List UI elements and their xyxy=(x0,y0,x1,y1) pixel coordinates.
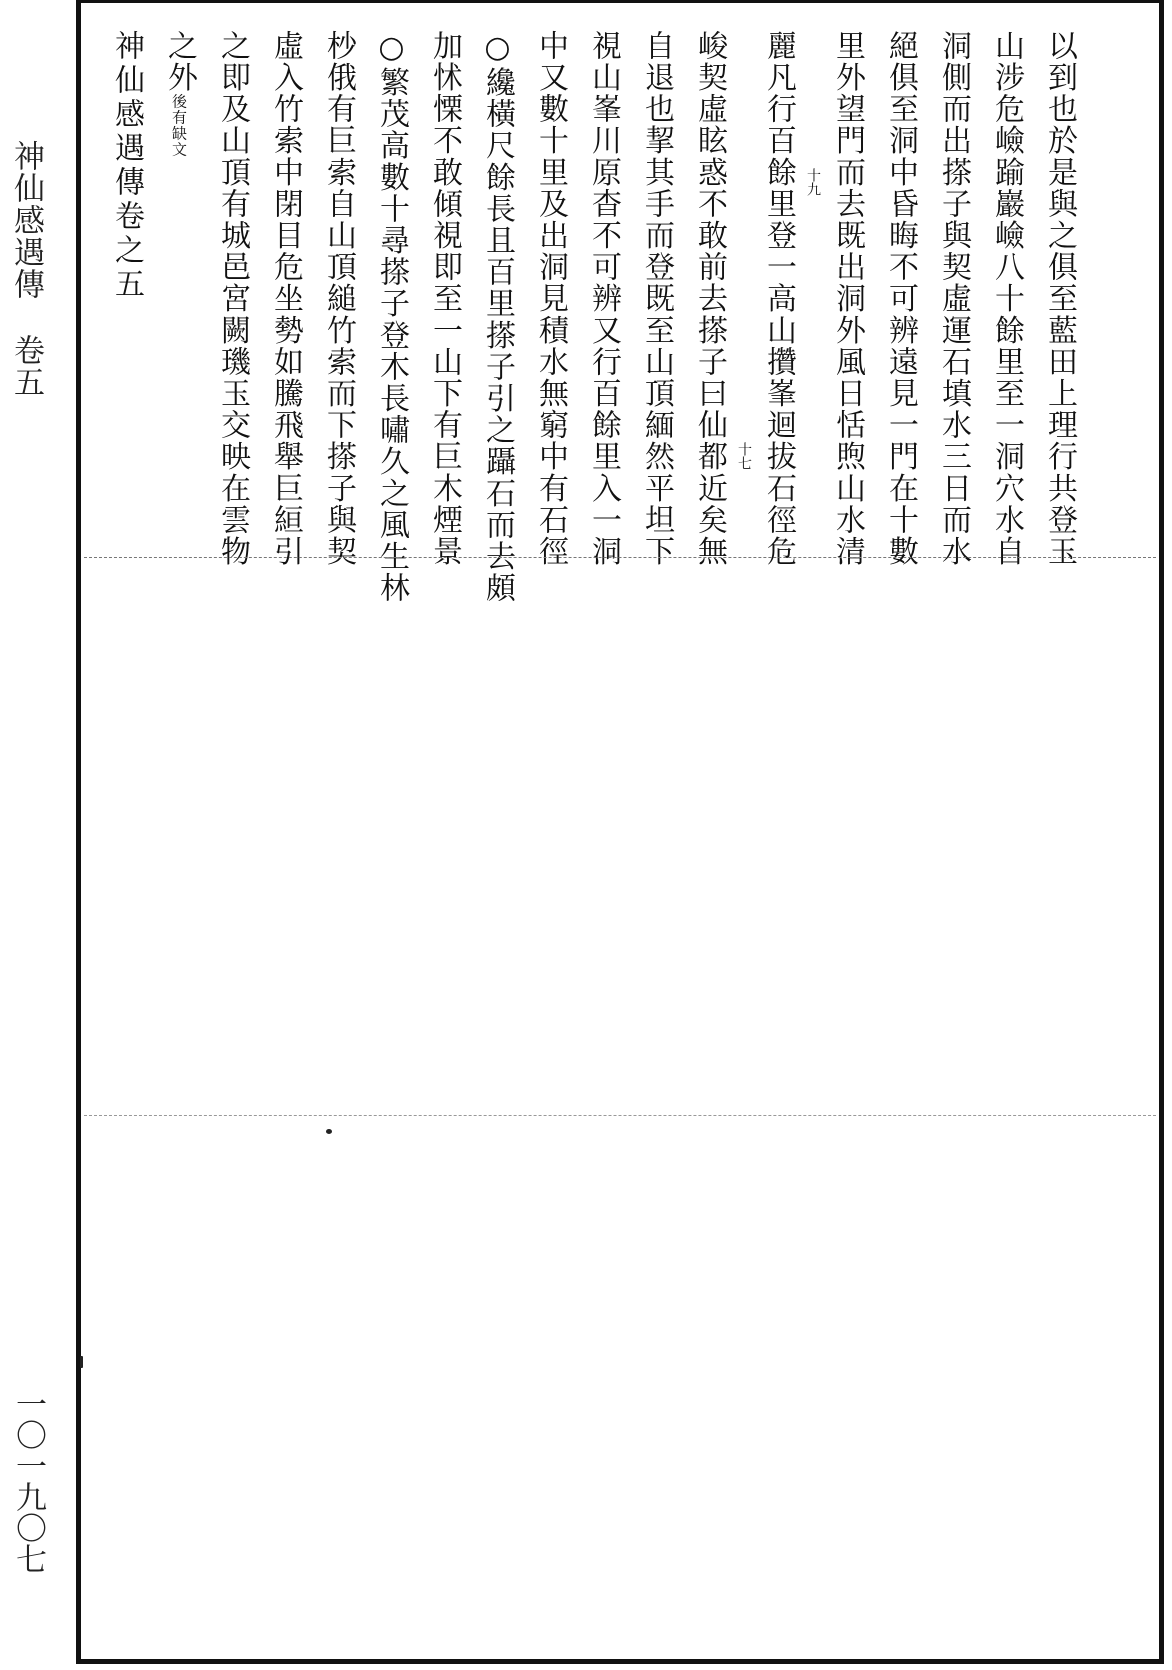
text-column-11: ○纔橫尺餘長且百里搽子引之躡石而去頗 xyxy=(480,30,515,604)
text-column-6: 麗凡行百餘里登一高山攢峯迴拔石徑危 xyxy=(761,30,796,568)
lower-divider xyxy=(84,1115,1156,1116)
text-column-9: 視山峯川原杳不可辨又行百餘里入一洞 xyxy=(586,30,621,568)
column-mark-b: 十七 xyxy=(736,442,752,470)
column-mark-a: 十九 xyxy=(805,168,821,196)
ink-speck xyxy=(80,1356,83,1368)
text-column-3: 洞側而出搽子與契虛運石填水三日而水 xyxy=(936,30,971,568)
text-column-5: 里外望門而去既出洞外風日恬煦山水清 xyxy=(830,30,865,568)
text-column-12: 加怵慄不敢傾視即至一山下有巨木煙景 xyxy=(427,30,462,568)
text-column-15: 虛入竹索中閉目危坐勢如騰飛舉巨絙引 xyxy=(268,30,303,568)
ink-speck xyxy=(326,1129,332,1134)
text-column-17 xyxy=(153,30,206,550)
text-column-2: 山涉危嶮踰巖嶮八十餘里至一洞穴水自 xyxy=(989,30,1024,568)
frame-top-edge xyxy=(76,0,1164,3)
lacuna-note: 後有缺文 xyxy=(170,93,188,158)
text-column-4: 絕俱至洞中昏晦不可辨遠見一門在十數 xyxy=(883,30,918,568)
text-column-1: 以到也於是與之俱至藍田上理行共登玉 xyxy=(1042,30,1077,568)
text-column-10: 中又數十里及出洞見積水無窮中有石徑 xyxy=(533,30,568,568)
closing-title: 神仙感遇傳卷之五 xyxy=(109,30,144,302)
text-column-13: ○繁茂高數十尋搽子登木長嘯久之風生林 xyxy=(374,30,409,604)
text-column-7: 峻契虛眩惑不敢前去搽子曰仙都近矣無 xyxy=(692,30,727,568)
text-column-8: 自退也挈其手而登既至山頂緬然平坦下 xyxy=(639,30,674,568)
final-text: 之外 xyxy=(162,30,197,94)
text-block xyxy=(109,30,1086,604)
margin-title xyxy=(4,140,48,398)
page-number: 一〇一九〇七 xyxy=(10,1388,46,1574)
text-column-16: 之即及山頂有城邑宮闕璣玉交映在雲物 xyxy=(215,30,250,568)
text-column-14: 杪俄有巨索自山頂縋竹索而下搽子與契 xyxy=(321,30,356,568)
book-title: 神仙感遇傳 xyxy=(8,140,44,300)
volume-label: 卷五 xyxy=(8,334,44,398)
upper-divider xyxy=(84,557,1156,558)
